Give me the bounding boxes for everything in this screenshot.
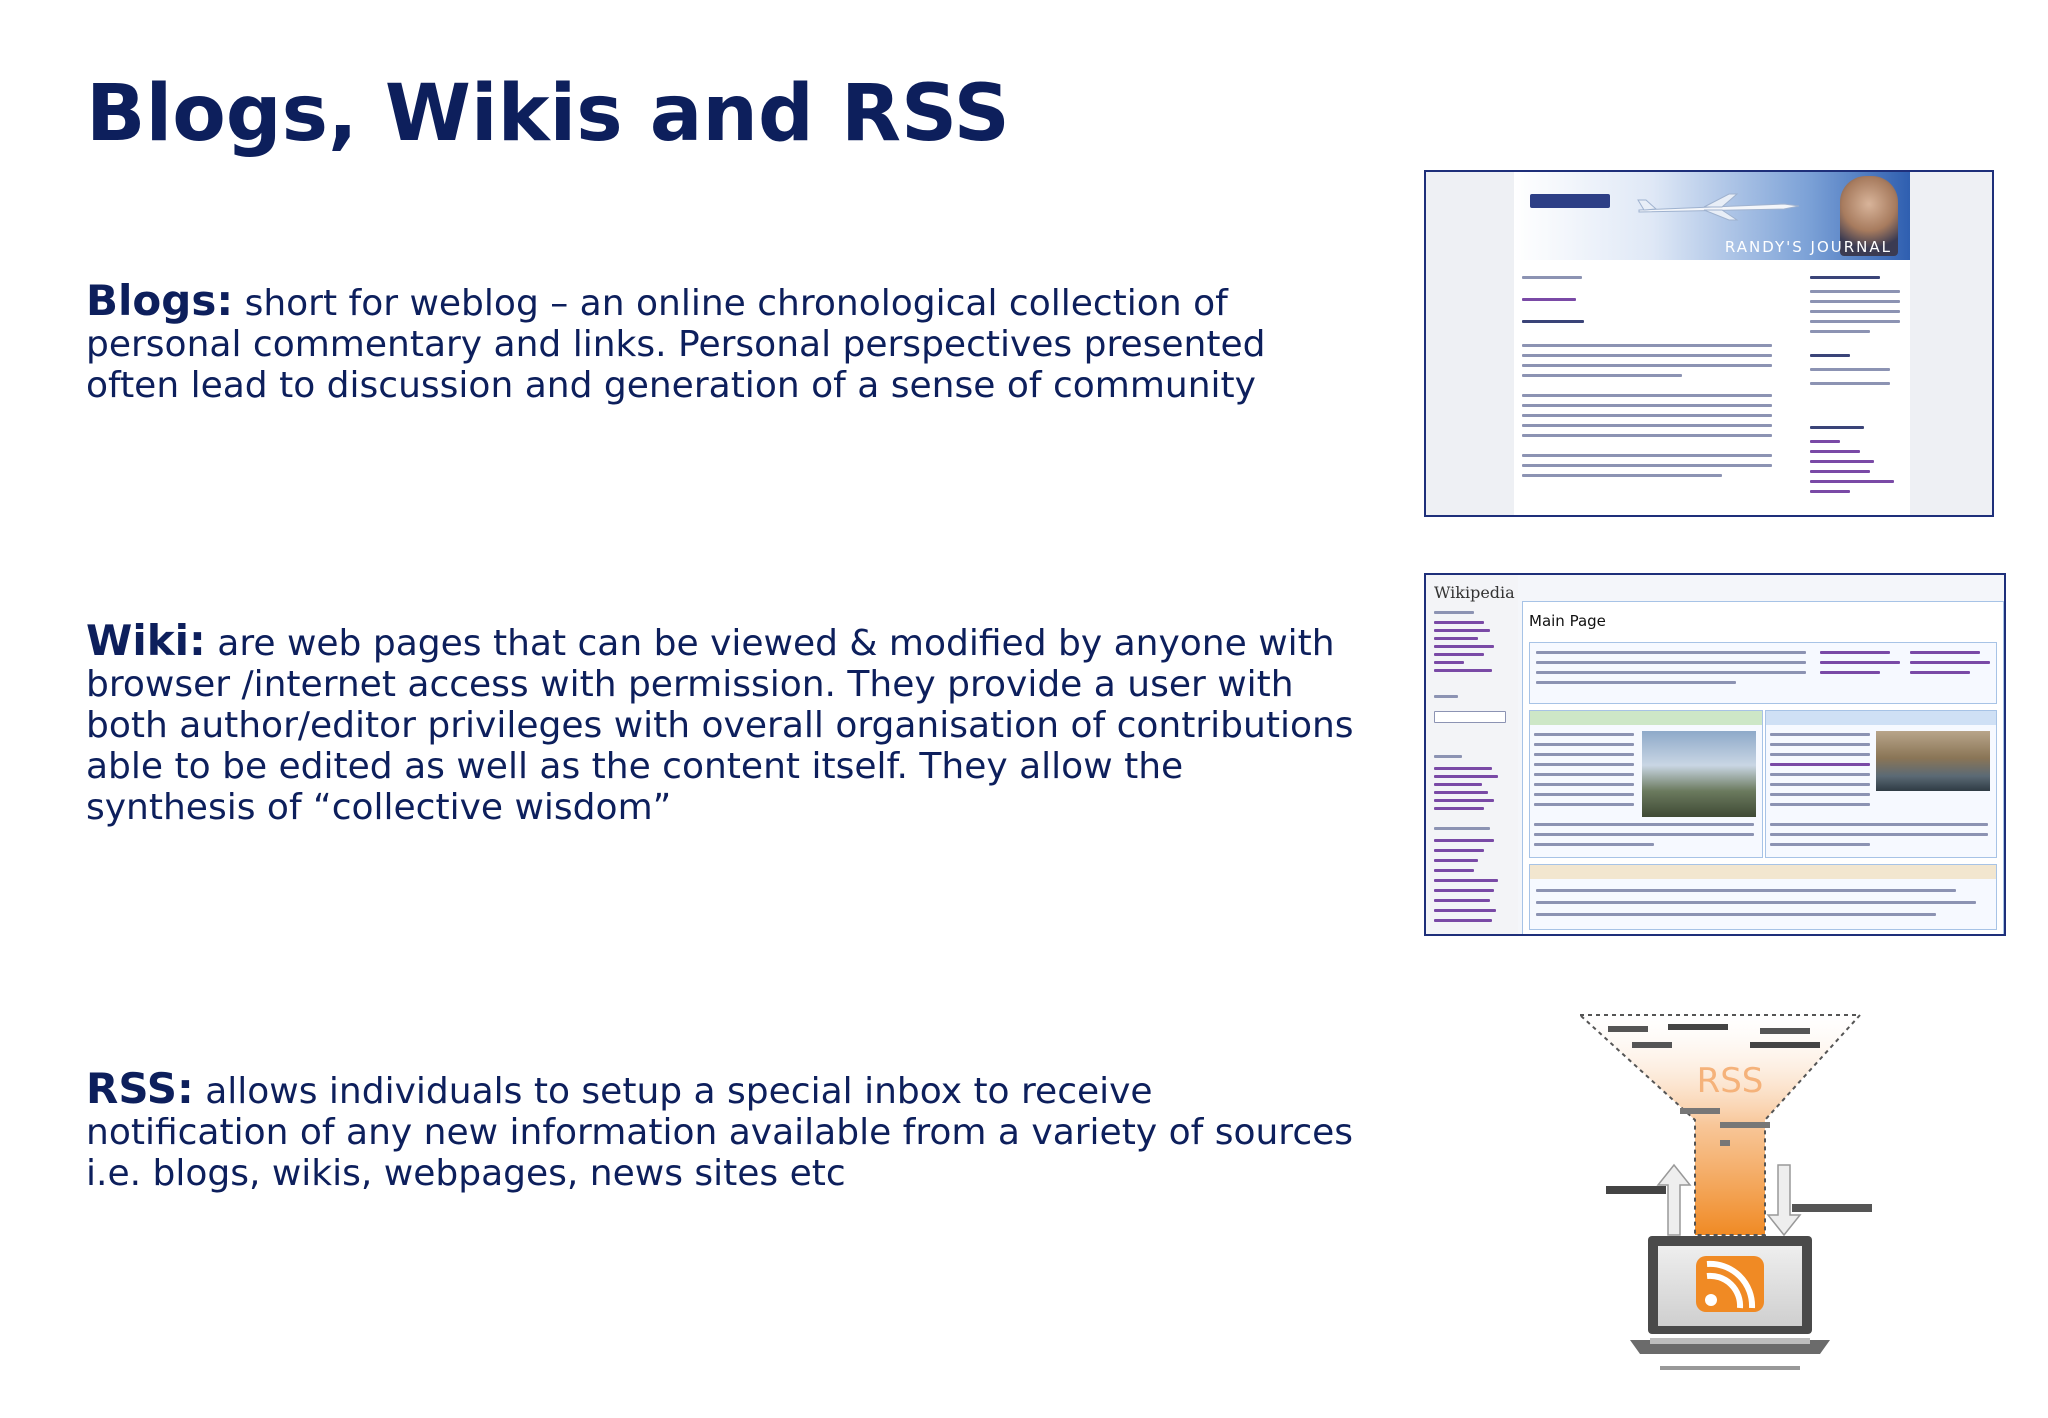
wiki-term: Wiki:	[86, 616, 206, 665]
blog-page-preview	[1514, 172, 1910, 517]
wiki-featured-article-box	[1529, 710, 1763, 858]
wiki-sidebar	[1426, 575, 1518, 936]
rss-term: RSS:	[86, 1064, 194, 1113]
blogs-term: Blogs:	[86, 276, 234, 325]
rss-funnel-label: RSS	[1696, 1061, 1764, 1101]
wiki-intro-box	[1529, 642, 1997, 704]
slide-title: Blogs, Wikis and RSS	[86, 69, 1010, 159]
wiki-logo: Wikipedia	[1434, 583, 1515, 602]
blogs-definition: short for weblog – an online chronological collection of personal commentary and links. Personal perspectives presented often lead to discussion and generation of a sense of community	[86, 283, 1266, 406]
rss-funnel-diagram	[1570, 1010, 1890, 1390]
wiki-news-box	[1765, 710, 1997, 858]
rss-definition: allows individuals to setup a special inbox to receive notification of any new information available from a variety of sources i.e. blogs, wikis, webpages, news sites etc	[86, 1071, 1354, 1194]
blog-banner	[1514, 172, 1910, 260]
wiki-history-box	[1529, 864, 1997, 930]
wiki-main-content	[1522, 601, 2004, 936]
wiki-screenshot-image	[1424, 573, 2006, 936]
wiki-paragraph	[86, 616, 1356, 828]
company-logo	[1530, 194, 1610, 208]
airplane-icon	[1634, 192, 1804, 222]
blogs-paragraph	[86, 276, 1356, 406]
news-photo	[1876, 731, 1990, 791]
rss-paragraph	[86, 1064, 1356, 1194]
featured-article-photo	[1642, 731, 1756, 817]
wiki-definition: are web pages that can be viewed & modified by anyone with browser /internet access with permission. They provide a user with both author/editor privileges with overall organisation of contributions able to be edited as well as the content itself. They allow the synthesis of “collective wisdom”	[86, 623, 1354, 828]
blog-banner-text: RANDY'S JOURNAL	[1724, 238, 1892, 256]
blog-screenshot-image	[1424, 170, 1994, 517]
wiki-page-heading: Main Page	[1529, 612, 1606, 630]
